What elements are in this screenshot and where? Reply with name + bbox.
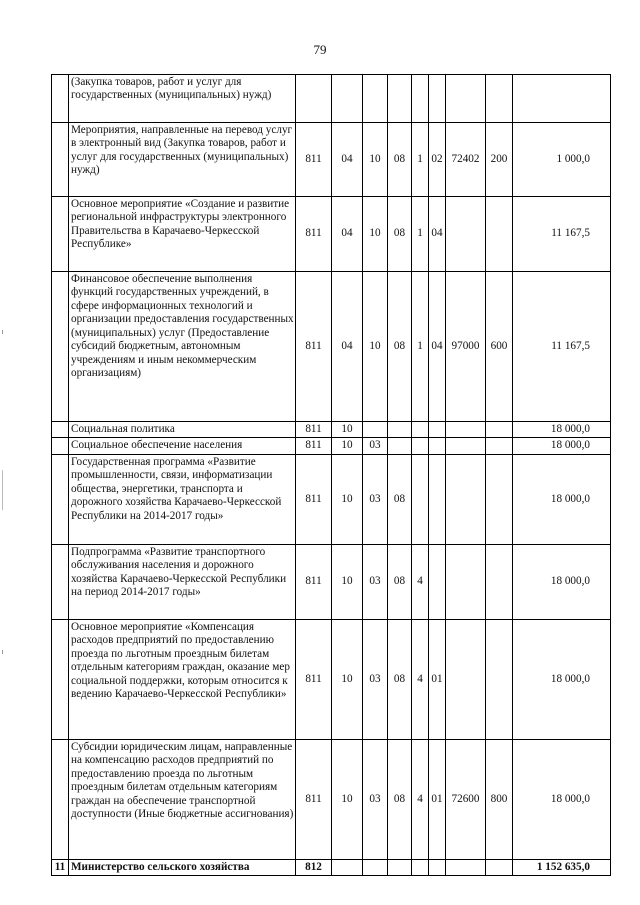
admin-code: 811	[296, 739, 332, 859]
row-name: Министерство сельского хозяйства	[69, 859, 296, 875]
event-code: 04	[429, 272, 446, 422]
section-code: 10	[332, 544, 363, 619]
amount: 18 000,0	[513, 454, 611, 544]
section-code: 04	[332, 272, 363, 422]
section-code: 10	[332, 739, 363, 859]
admin-code: 811	[296, 438, 332, 454]
section-code	[332, 859, 363, 875]
direction-code: 97000	[446, 272, 486, 422]
table-row	[52, 859, 611, 875]
row-number	[52, 619, 69, 739]
row-number	[52, 123, 69, 197]
amount: 11 167,5	[513, 272, 611, 422]
expense-type-code: 600	[486, 272, 513, 422]
admin-code: 811	[296, 454, 332, 544]
direction-code	[446, 454, 486, 544]
admin-code: 811	[296, 619, 332, 739]
expense-type-code	[486, 544, 513, 619]
subsection-code: 03	[363, 544, 388, 619]
subprogram-code	[412, 75, 429, 123]
section-code: 10	[332, 422, 363, 438]
table-row	[52, 422, 611, 438]
expense-type-code: 800	[486, 739, 513, 859]
direction-code: 72600	[446, 739, 486, 859]
program-code: 08	[388, 544, 412, 619]
row-number	[52, 197, 69, 272]
subprogram-code: 1	[412, 123, 429, 197]
row-number	[52, 544, 69, 619]
admin-code: 811	[296, 197, 332, 272]
subprogram-code: 4	[412, 544, 429, 619]
amount: 18 000,0	[513, 438, 611, 454]
program-code	[388, 859, 412, 875]
row-number	[52, 454, 69, 544]
table-row	[52, 454, 611, 544]
section-code: 10	[332, 619, 363, 739]
program-code: 08	[388, 272, 412, 422]
subsection-code: 03	[363, 454, 388, 544]
subprogram-code	[412, 859, 429, 875]
subprogram-code: 4	[412, 619, 429, 739]
amount: 18 000,0	[513, 422, 611, 438]
direction-code	[446, 544, 486, 619]
subprogram-code: 1	[412, 272, 429, 422]
table-row	[52, 619, 611, 739]
row-number	[52, 739, 69, 859]
table-row	[52, 197, 611, 272]
row-name: Государственная программа «Развитие промышленности, связи, информатизации общества, энергетики, транспорта и дорожного хозяйства Карачаево-Черкесской Республики на 2014-2017 годы»	[69, 454, 296, 544]
event-code: 01	[429, 619, 446, 739]
admin-code: 811	[296, 272, 332, 422]
row-name: Социальное обеспечение населения	[69, 438, 296, 454]
direction-code	[446, 438, 486, 454]
scan-edge-mark	[2, 650, 3, 654]
amount: 18 000,0	[513, 739, 611, 859]
row-number	[52, 438, 69, 454]
program-code: 08	[388, 123, 412, 197]
row-name: Финансовое обеспечение выполнения функций государственных учреждений, в сфере информационных технологий и организации предоставления государственных (муниципальных) услуг (Предоставление субсидий бюджетным, автономным учреждениям и иным некоммерческим организациям)	[69, 272, 296, 422]
amount: 18 000,0	[513, 619, 611, 739]
event-code: 02	[429, 123, 446, 197]
event-code	[429, 454, 446, 544]
row-name: Субсидии юридическим лицам, направленные на компенсацию расходов предприятий по предоставлению проезда по льготным проездным билетам отдельным категориям граждан на обеспечение транспортной доступности (Иные бюджетные ассигнования)	[69, 739, 296, 859]
subsection-code	[363, 859, 388, 875]
page-number: 79	[313, 42, 327, 57]
subsection-code: 10	[363, 197, 388, 272]
subsection-code: 10	[363, 123, 388, 197]
program-code	[388, 422, 412, 438]
expense-type-code: 200	[486, 123, 513, 197]
program-code: 08	[388, 197, 412, 272]
event-code: 04	[429, 197, 446, 272]
event-code	[429, 544, 446, 619]
budget-table	[51, 74, 611, 876]
row-number	[52, 422, 69, 438]
section-code: 04	[332, 123, 363, 197]
expense-type-code	[486, 619, 513, 739]
row-name: Подпрограмма «Развитие транспортного обслуживания населения и дорожного хозяйства Карачаево-Черкесской Республики на период 2014-2017 годы»	[69, 544, 296, 619]
expense-type-code	[486, 438, 513, 454]
amount: 11 167,5	[513, 197, 611, 272]
row-number: 11	[52, 859, 69, 875]
event-code	[429, 438, 446, 454]
subprogram-code	[412, 438, 429, 454]
direction-code: 72402	[446, 123, 486, 197]
row-number	[52, 272, 69, 422]
table-row	[52, 544, 611, 619]
expense-type-code	[486, 859, 513, 875]
subsection-code	[363, 422, 388, 438]
table-row	[52, 272, 611, 422]
section-code: 10	[332, 438, 363, 454]
event-code: 01	[429, 739, 446, 859]
program-code: 08	[388, 619, 412, 739]
row-name: (Закупка товаров, работ и услуг для государственных (муниципальных) нужд)	[69, 75, 296, 123]
section-code: 04	[332, 197, 363, 272]
admin-code: 811	[296, 422, 332, 438]
direction-code	[446, 422, 486, 438]
amount	[513, 75, 611, 123]
admin-code	[296, 75, 332, 123]
direction-code	[446, 75, 486, 123]
scan-edge-mark	[2, 330, 3, 334]
table-row	[52, 75, 611, 123]
program-code: 08	[388, 454, 412, 544]
program-code	[388, 438, 412, 454]
subprogram-code	[412, 454, 429, 544]
expense-type-code	[486, 75, 513, 123]
subsection-code	[363, 75, 388, 123]
program-code	[388, 75, 412, 123]
section-code: 10	[332, 454, 363, 544]
row-name: Основное мероприятие «Создание и развитие региональной инфраструктуры электронного Правительства в Карачаево-Черкесской Республике»	[69, 197, 296, 272]
admin-code: 811	[296, 123, 332, 197]
table-row	[52, 123, 611, 197]
subsection-code: 10	[363, 272, 388, 422]
amount: 18 000,0	[513, 544, 611, 619]
subsection-code: 03	[363, 438, 388, 454]
row-name: Социальная политика	[69, 422, 296, 438]
table-row	[52, 739, 611, 859]
subsection-code: 03	[363, 619, 388, 739]
expense-type-code	[486, 197, 513, 272]
event-code	[429, 75, 446, 123]
direction-code	[446, 859, 486, 875]
event-code	[429, 859, 446, 875]
direction-code	[446, 619, 486, 739]
amount: 1 000,0	[513, 123, 611, 197]
section-code	[332, 75, 363, 123]
row-name: Мероприятия, направленные на перевод услуг в электронный вид (Закупка товаров, работ и услуг для государственных (муниципальных) нужд)	[69, 123, 296, 197]
expense-type-code	[486, 454, 513, 544]
direction-code	[446, 197, 486, 272]
expense-type-code	[486, 422, 513, 438]
subprogram-code: 4	[412, 739, 429, 859]
row-number	[52, 75, 69, 123]
table-row	[52, 438, 611, 454]
program-code: 08	[388, 739, 412, 859]
admin-code: 812	[296, 859, 332, 875]
event-code	[429, 422, 446, 438]
subsection-code: 03	[363, 739, 388, 859]
row-name: Основное мероприятие «Компенсация расходов предприятий по предоставлению проезда по льготным проездным билетам отдельным категориям граждан, оказание мер социальной поддержки, которым относится к ведению Карачаево-Черкесской Республики»	[69, 619, 296, 739]
amount: 1 152 635,0	[513, 859, 611, 875]
subprogram-code: 1	[412, 197, 429, 272]
subprogram-code	[412, 422, 429, 438]
admin-code: 811	[296, 544, 332, 619]
scan-edge-mark	[2, 470, 3, 510]
